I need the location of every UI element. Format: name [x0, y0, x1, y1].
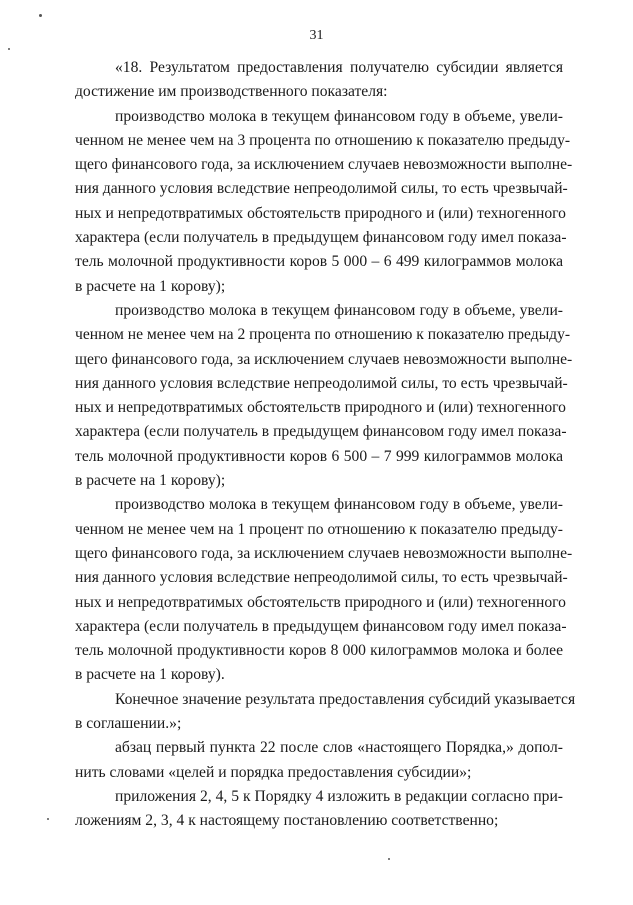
paragraph-milk-1-percent: [75, 493, 573, 687]
text-line: ложениям 2, 3, 4 к настоящему постановлению соответственно;: [75, 812, 499, 830]
scan-speck: [39, 14, 42, 17]
text-line: в расчете на 1 корову);: [75, 277, 226, 295]
text-line: тель молочной продуктивности коров 8 000 килограммов молока и более: [75, 642, 563, 660]
scan-speck: [8, 48, 10, 50]
text-line: в расчете на 1 корову).: [75, 666, 225, 684]
paragraph-18-intro: [75, 56, 563, 105]
text-line: достижение им производственного показателя:: [75, 83, 388, 101]
text-line: производство молока в текущем финансовом году в объеме, увели-: [115, 301, 563, 319]
text-line: щего финансового года, за исключением случаев невозможности выполне-: [75, 350, 573, 368]
text-line: в соглашении.»;: [75, 715, 182, 733]
paragraph-appendices: [75, 785, 563, 834]
text-line: ных и непредотвратимых обстоятельств природного и (или) техногенного: [75, 593, 566, 611]
text-line: характера (если получатель в предыдущем финансовом году имел показа-: [75, 617, 567, 635]
text-line: тель молочной продуктивности коров 6 500 – 7 999 килограммов молока: [75, 447, 563, 465]
text-line: «18. Результатом предоставления получателю субсидии является: [115, 59, 563, 76]
text-line: ченном не менее чем на 1 процент по отношению к показателю предыду-: [75, 520, 563, 538]
text-line: характера (если получатель в предыдущем финансовом году имел показа-: [75, 229, 567, 247]
paragraph-milk-3-percent: [75, 105, 573, 299]
text-line: ных и непредотвратимых обстоятельств природного и (или) техногенного: [75, 399, 566, 417]
text-line: тель молочной продуктивности коров 5 000 – 6 499 килограммов молока: [75, 253, 563, 271]
text-line: ния данного условия вследствие непреодолимой силы, то есть чрезвычай-: [75, 374, 568, 392]
paragraph-milk-2-percent: [75, 299, 573, 493]
paragraph-clause-22: [75, 736, 563, 785]
paragraph-final-value: [75, 688, 576, 737]
text-line: приложения 2, 4, 5 к Порядку 4 изложить в редакции согласно при-: [115, 787, 563, 805]
text-line: щего финансового года, за исключением случаев невозможности выполне-: [75, 544, 573, 562]
text-line: производство молока в текущем финансовом году в объеме, увели-: [115, 496, 563, 514]
text-line: производство молока в текущем финансовом году в объеме, увели-: [115, 107, 563, 125]
text-line: Конечное значение результата предоставления субсидий указывается: [115, 690, 576, 708]
text-line: щего финансового года, за исключением случаев невозможности выполне-: [75, 156, 573, 174]
text-line: ния данного условия вследствие непреодолимой силы, то есть чрезвычай-: [75, 569, 568, 587]
scan-speck: [388, 858, 390, 860]
text-line: ных и непредотвратимых обстоятельств природного и (или) техногенного: [75, 204, 566, 222]
text-line: ченном не менее чем на 2 процента по отношению к показателю предыду-: [75, 326, 571, 344]
text-line: нить словами «целей и порядка предоставления субсидии»;: [75, 763, 472, 781]
text-line: ченном не менее чем на 3 процента по отношению к показателю предыду-: [75, 131, 571, 149]
page-number: 31: [309, 28, 324, 43]
scan-speck: [47, 818, 49, 820]
text-line: ния данного условия вследствие непреодолимой силы, то есть чрезвычай-: [75, 180, 568, 198]
text-line: характера (если получатель в предыдущем финансовом году имел показа-: [75, 423, 567, 441]
document-body: [75, 56, 576, 834]
text-line: в расчете на 1 корову);: [75, 472, 226, 490]
text-line: абзац первый пункта 22 после слов «настоящего Порядка,» допол-: [115, 739, 563, 757]
